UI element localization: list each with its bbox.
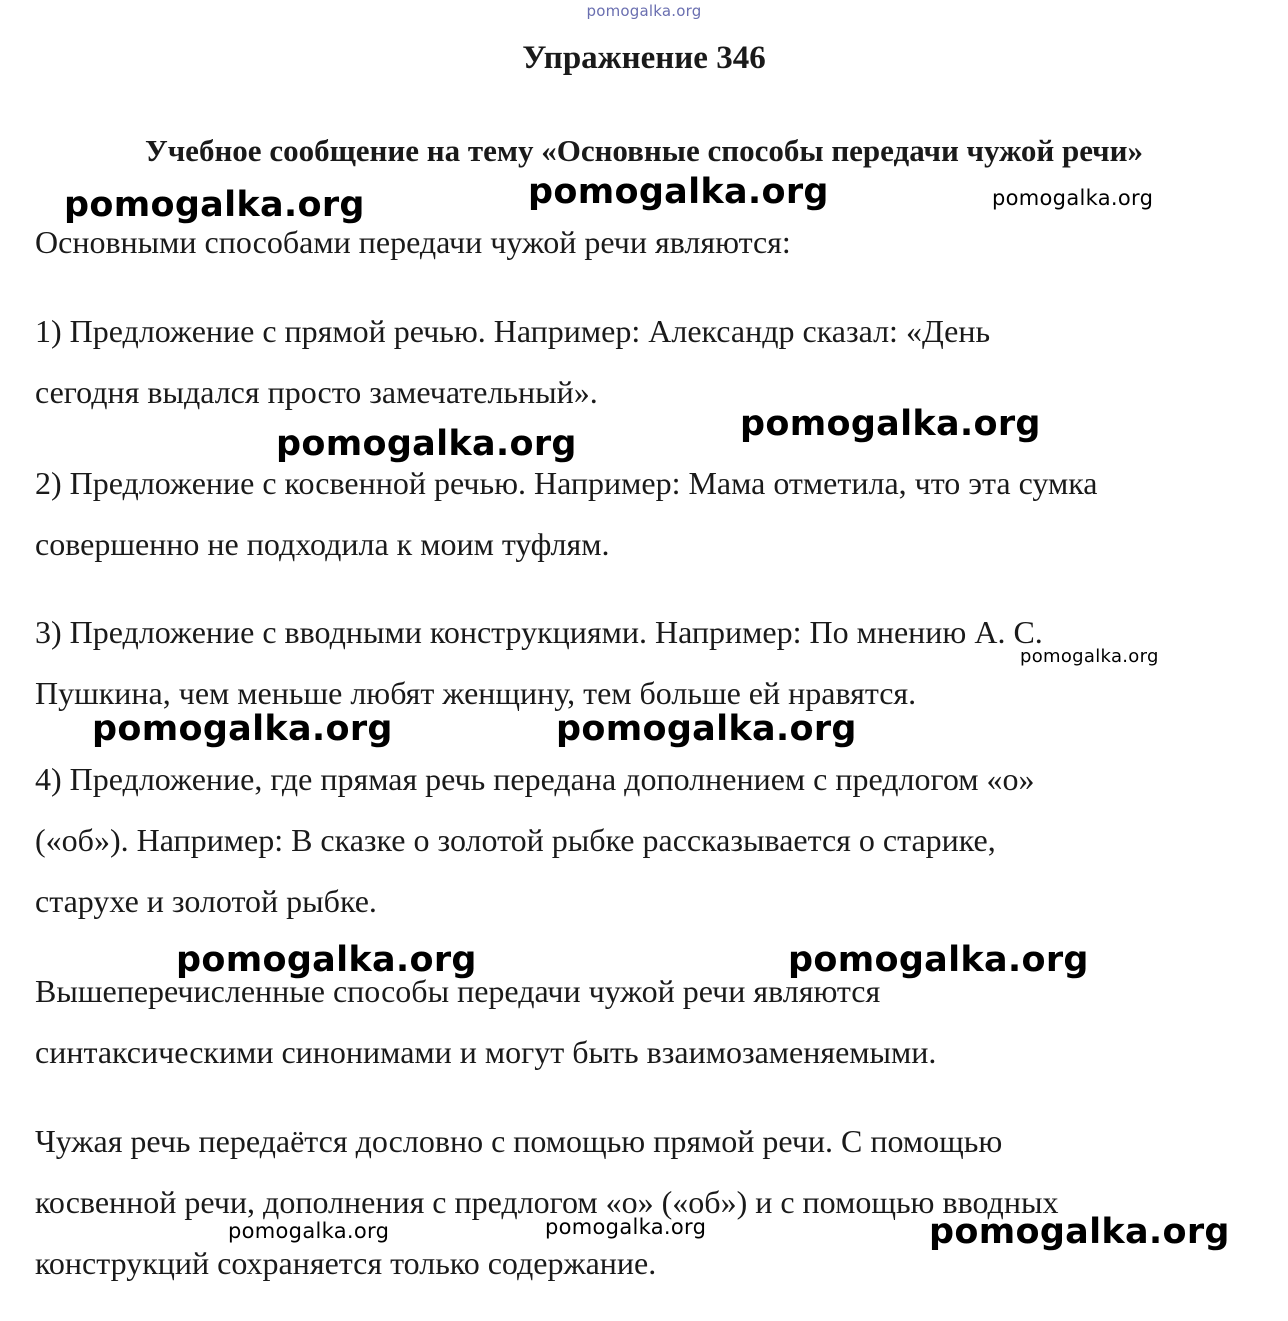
item3-line2: Пушкина, чем меньше любят женщину, тем больше ей нравятся. [35,675,917,711]
watermark: pomogalka.org [992,186,1154,210]
watermark: pomogalka.org [740,404,1041,444]
watermark: pomogalka.org [64,185,365,225]
watermark: pomogalka.org [92,709,393,749]
watermark: pomogalka.org [556,709,857,749]
watermark: pomogalka.org [788,940,1089,980]
watermark: pomogalka.org [1020,646,1159,667]
intro-line: Основными способами передачи чужой речи являются: [35,224,791,260]
item2-line1: 2) Предложение с косвенной речью. Например: Мама отметила, что эта сумка [35,465,1098,501]
top-watermark: pomogalka.org [586,2,702,20]
watermark: pomogalka.org [176,940,477,980]
item2-line2: совершенно не подходила к моим туфлям. [35,526,610,562]
item3-line1: 3) Предложение с вводными конструкциями. Например: По мнению А. С. [35,614,1043,650]
watermark: pomogalka.org [545,1215,707,1239]
exercise-title: Упражнение 346 [522,40,766,76]
para1-line1: Вышеперечисленные способы передачи чужой речи являются [35,973,881,1009]
para1-line2: синтаксическими синонимами и могут быть взаимозаменяемыми. [35,1034,937,1070]
item1-line1: 1) Предложение с прямой речью. Например: Александр сказал: «День [35,313,991,349]
watermark: pomogalka.org [276,424,577,464]
watermark: pomogalka.org [929,1212,1230,1252]
para2-line2: косвенной речи, дополнения с предлогом «о» («об») и с помощью вводных [35,1184,1059,1220]
item4-line3: старухе и золотой рыбке. [35,883,377,919]
exercise-subtitle: Учебное сообщение на тему «Основные способы передачи чужой речи» [144,133,1144,168]
item4-line1: 4) Предложение, где прямая речь передана дополнением с предлогом «о» [35,761,1035,797]
watermark: pomogalka.org [228,1219,390,1243]
para2-line3: конструкций сохраняется только содержание. [35,1245,657,1281]
item4-line2: («об»). Например: В сказке о золотой рыбке рассказывается о старике, [35,822,996,858]
watermark: pomogalka.org [528,172,829,212]
item1-line2: сегодня выдался просто замечательный». [35,374,598,410]
para2-line1: Чужая речь передаётся дословно с помощью прямой речи. С помощью [35,1123,1003,1159]
